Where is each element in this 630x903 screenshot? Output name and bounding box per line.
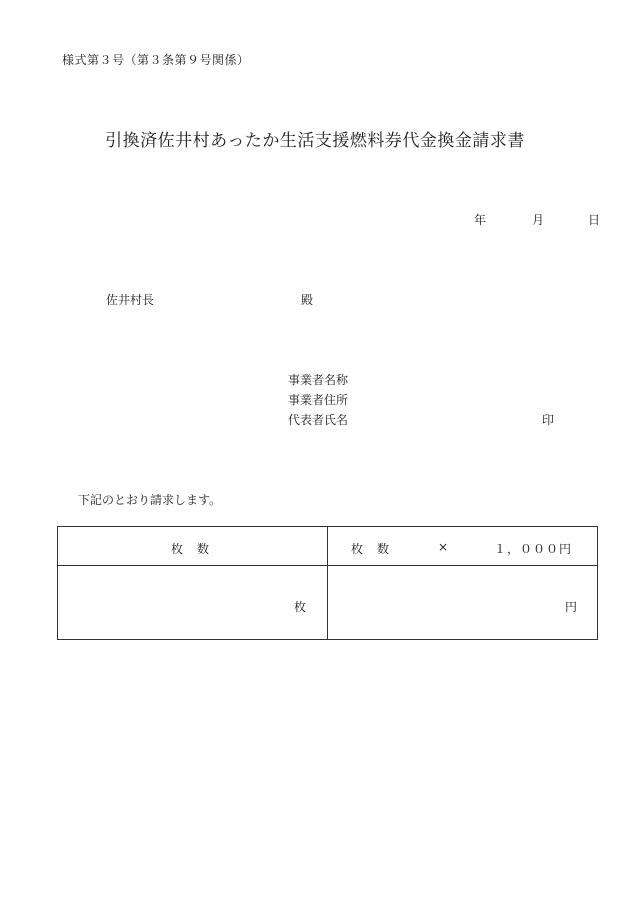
date-day-label: 日 bbox=[588, 213, 601, 227]
request-sentence: 下記のとおり請求します。 bbox=[78, 493, 222, 507]
sheets-unit-label: 枚 bbox=[294, 600, 307, 614]
amount-unit-label: 円 bbox=[565, 600, 578, 614]
header-formula-sheets-label: 枚 数 bbox=[351, 542, 391, 556]
table-column-divider bbox=[327, 527, 328, 639]
header-formula-unit-price: １，０００円 bbox=[494, 542, 573, 556]
addressee-name: 佐井村長 bbox=[106, 293, 155, 307]
date-year-label: 年 bbox=[474, 213, 487, 227]
document-title: 引換済佐井村あったか生活支援燃料券代金換金請求書 bbox=[105, 131, 525, 151]
addressee-honorific: 殿 bbox=[301, 293, 314, 307]
date-month-label: 月 bbox=[532, 213, 545, 227]
business-name-label: 事業者名称 bbox=[288, 373, 349, 387]
representative-name-label: 代表者氏名 bbox=[288, 413, 349, 427]
seal-mark: 印 bbox=[542, 413, 555, 427]
business-address-label: 事業者住所 bbox=[288, 393, 349, 407]
form-number: 様式第３号（第３条第９号関係） bbox=[62, 53, 250, 67]
header-formula-times-sign: × bbox=[438, 540, 449, 554]
header-sheets-label: 枚 数 bbox=[171, 542, 211, 556]
request-table bbox=[57, 526, 598, 640]
